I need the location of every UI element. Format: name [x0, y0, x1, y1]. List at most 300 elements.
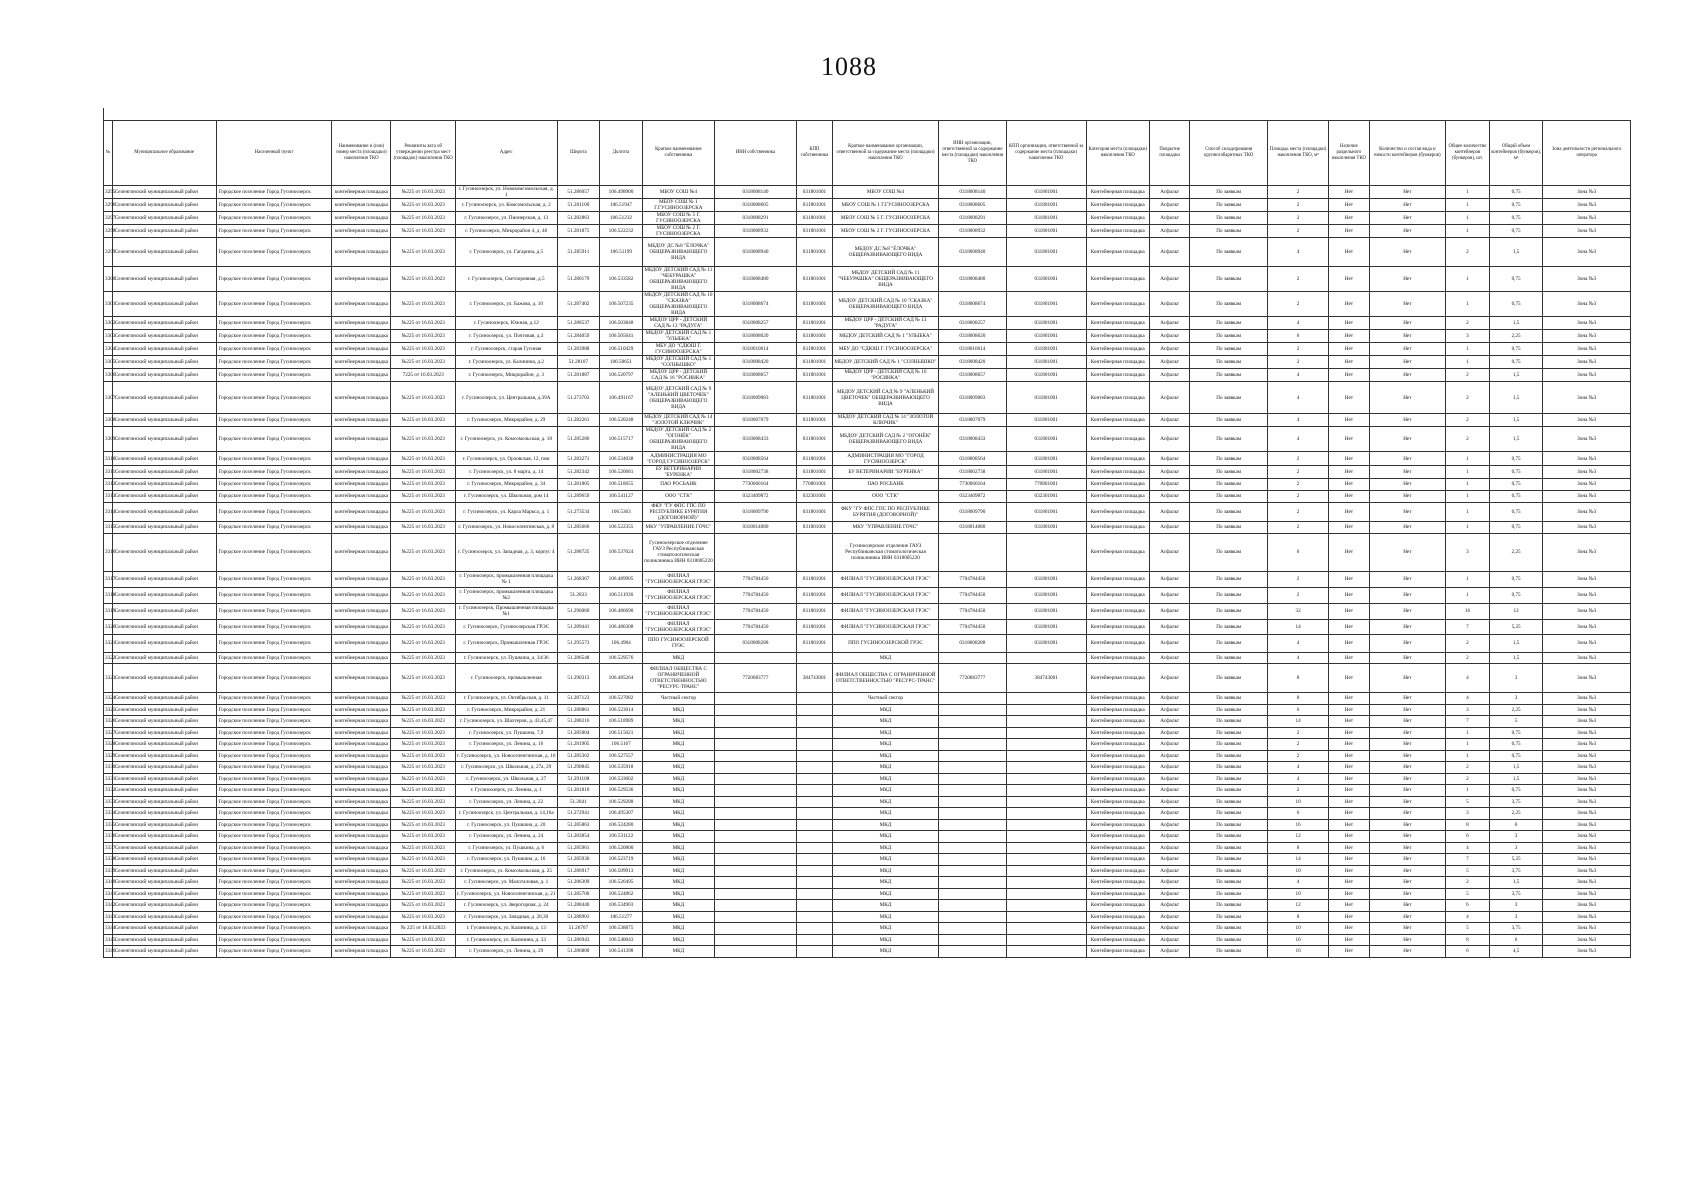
table-cell: г. Гусиноозерск, ул. Орловская, 12, пом — [455, 452, 557, 466]
table-cell: БУ ВЕТЕРИНАРИИ "БУРЕНКА" — [642, 466, 714, 479]
table-cell: №225 от 16.03.2023 — [391, 900, 455, 912]
table-cell: Селенгинский муниципальный район — [112, 693, 216, 705]
column-header: Наименование и (или) номер места (площадки) накопления ТКО — [332, 121, 391, 186]
table-cell: Зона №3 — [1543, 330, 1631, 343]
table-cell: Зона №3 — [1543, 479, 1631, 491]
table-cell: Зона №3 — [1543, 739, 1631, 751]
table-cell: 031801001 — [796, 634, 832, 652]
column-header: Реквизиты акта об утверждении реестра мест (площадок) накопления ТКО — [391, 121, 455, 186]
table-cell: Контейнерная площадка — [1086, 571, 1149, 587]
table-cell: 106.529576 — [600, 652, 643, 664]
table-row — [104, 267, 1631, 292]
table-cell: ФИЛИАЛ ОБЩЕСТВА С ОГРАНИЧЕННОЙ ОТВЕТСТВЕННОСТЬЮ "РЕСУРС-ТРАНС" — [832, 664, 938, 693]
column-header: Зона деятельности регионального оператора — [1543, 121, 1631, 186]
table-cell: 1 — [1446, 452, 1490, 466]
table-cell: 0,75 — [1489, 727, 1543, 739]
table-cell — [714, 762, 796, 774]
table-cell: Селенгинский муниципальный район — [112, 317, 216, 330]
table-cell: Контейнерная площадка — [1086, 773, 1149, 785]
table-cell: 031801001 — [796, 466, 832, 479]
row-number-cell: 3338 — [104, 854, 113, 866]
table-cell: Нет — [1369, 842, 1446, 854]
table-cell — [939, 888, 1007, 900]
table-cell: Селенгинский муниципальный район — [112, 466, 216, 479]
table-cell: МКУ "УПРАВЛЕНИЕ ГОЧС" — [832, 521, 938, 533]
table-cell: 031801001 — [1006, 587, 1086, 603]
table-row — [104, 603, 1631, 619]
table-cell: Селенгинский муниципальный район — [112, 762, 216, 774]
table-cell: Городское поселение Город Гусиноозерск — [216, 854, 332, 866]
column-header: Муниципальное образование — [112, 121, 216, 186]
table-cell: контейнерная площадка — [332, 634, 391, 652]
table-cell: 4 — [1267, 414, 1328, 427]
table-row — [104, 704, 1631, 716]
table-cell: 2 — [1267, 521, 1328, 533]
table-cell: 1 — [1446, 502, 1490, 521]
table-cell — [939, 693, 1007, 705]
table-cell: Нет — [1329, 762, 1369, 774]
table-cell: Селенгинский муниципальный район — [112, 267, 216, 292]
table-cell: МКД — [642, 934, 714, 946]
table-cell: Асфальт — [1149, 664, 1189, 693]
table-cell: Контейнерная площадка — [1086, 343, 1149, 356]
table-cell: МКД — [642, 773, 714, 785]
table-cell: Контейнерная площадка — [1086, 796, 1149, 808]
table-cell: Городское поселение Город Гусиноозерск — [216, 292, 332, 317]
table-cell: 51.288901 — [557, 911, 600, 923]
table-cell: 7704784450 — [714, 603, 796, 619]
table-cell: Городское поселение Город Гусиноозерск — [216, 693, 332, 705]
column-header: Количество и состав вида и емкости контейнеров (бункеров) — [1369, 121, 1446, 186]
table-cell: 106.491167 — [600, 382, 643, 414]
table-cell: МКД — [832, 796, 938, 808]
table-cell: контейнерная площадка — [332, 693, 391, 705]
table-cell: ФИЛИАЛ "ГУСИНООЗЕРСКАЯ ГРЭС" — [642, 587, 714, 603]
table-cell: 2 — [1267, 587, 1328, 603]
table-cell: 51.285666 — [557, 521, 600, 533]
table-cell: 6 — [1446, 900, 1490, 912]
table-cell: Асфальт — [1149, 739, 1189, 751]
table-cell — [796, 739, 832, 751]
table-cell: Нет — [1369, 212, 1446, 225]
table-cell — [714, 819, 796, 831]
table-cell: контейнерная площадка — [332, 238, 391, 267]
table-cell: Городское поселение Город Гусиноозерск — [216, 356, 332, 369]
row-number-cell: 3304 — [104, 343, 113, 356]
table-cell: г. Гусиноозерск, ул. Ленина, д. 24 — [455, 831, 557, 843]
table-cell: г. Гусиноозерск, ул. Ленина, д. 16 — [455, 739, 557, 751]
table-cell: МБДОУ ДЕТСКИЙ САД № 1 "СОЛНЫШКО" — [642, 356, 714, 369]
table-cell: 0318008140 — [714, 186, 796, 199]
table-cell: Асфальт — [1149, 716, 1189, 728]
table-cell: Городское поселение Город Гусиноозерск — [216, 619, 332, 634]
table-row — [104, 946, 1631, 958]
table-cell: МКУ "УПРАВЛЕНИЕ ГОЧС" — [642, 521, 714, 533]
table-cell: Нет — [1369, 652, 1446, 664]
table-cell: Селенгинский муниципальный район — [112, 842, 216, 854]
table-cell: контейнерная площадка — [332, 414, 391, 427]
table-row — [104, 739, 1631, 751]
table-cell: Контейнерная площадка — [1086, 603, 1149, 619]
table-cell: 2 — [1267, 785, 1328, 797]
table-cell: 384743001 — [796, 664, 832, 693]
table-cell — [796, 923, 832, 935]
table-cell: Контейнерная площадка — [1086, 704, 1149, 716]
table-row — [104, 762, 1631, 774]
table-cell: Нет — [1329, 225, 1369, 238]
table-cell: г. Гусиноозерск, промышленная — [455, 664, 557, 693]
table-cell: Нет — [1329, 773, 1369, 785]
table-cell: Нет — [1329, 330, 1369, 343]
table-row — [104, 587, 1631, 603]
column-header: Адрес — [455, 121, 557, 186]
table-cell: Нет — [1329, 292, 1369, 317]
table-cell: По заявкам — [1190, 343, 1268, 356]
table-cell: Зона №3 — [1543, 877, 1631, 889]
table-cell: Городское поселение Город Гусиноозерск — [216, 762, 332, 774]
table-cell: 0,75 — [1489, 502, 1543, 521]
table-cell: контейнерная площадка — [332, 739, 391, 751]
table-cell: Селенгинский муниципальный район — [112, 750, 216, 762]
table-cell: Контейнерная площадка — [1086, 877, 1149, 889]
table-cell — [939, 796, 1007, 808]
table-cell: №225 от 16.03.2023 — [391, 634, 455, 652]
table-row — [104, 330, 1631, 343]
table-cell — [796, 716, 832, 728]
table-cell: Зона №3 — [1543, 762, 1631, 774]
table-cell: 106.527082 — [600, 693, 643, 705]
column-header: ИНН собственника — [714, 121, 796, 186]
table-row — [104, 888, 1631, 900]
table-cell: 0318014080 — [714, 521, 796, 533]
table-cell — [714, 808, 796, 820]
table-cell: Городское поселение Город Гусиноозерск — [216, 427, 332, 452]
table-cell: 106.4984 — [600, 634, 643, 652]
table-cell: контейнерная площадка — [332, 521, 391, 533]
table-cell: контейнерная площадка — [332, 819, 391, 831]
table-cell — [714, 888, 796, 900]
table-cell: Нет — [1329, 704, 1369, 716]
table-cell: Контейнерная площадка — [1086, 267, 1149, 292]
table-cell: 031801001 — [1006, 634, 1086, 652]
table-cell: Контейнерная площадка — [1086, 356, 1149, 369]
table-cell: контейнерная площадка — [332, 292, 391, 317]
table-cell: г. Гусиноозерск, ул. Комсомольская, д. 2 — [455, 199, 557, 212]
table-cell: Нет — [1329, 587, 1369, 603]
table-cell: №225 от 16.03.2023 — [391, 664, 455, 693]
table-cell: 106.505641 — [600, 330, 643, 343]
table-cell: 1 — [1446, 199, 1490, 212]
table-cell: контейнерная площадка — [332, 199, 391, 212]
table-cell: 032301001 — [796, 490, 832, 502]
table-cell: МБОУ СОШ №4 — [832, 186, 938, 199]
table-cell: №225 от 16.03.2023 — [391, 865, 455, 877]
table-cell: Городское поселение Город Гусиноозерск — [216, 603, 332, 619]
table-cell — [796, 808, 832, 820]
table-cell: Зона №3 — [1543, 652, 1631, 664]
table-cell — [714, 652, 796, 664]
table-cell: 51.268367 — [557, 571, 600, 587]
table-cell: 51.284059 — [557, 330, 600, 343]
table-row — [104, 865, 1631, 877]
row-number-cell: 3308 — [104, 414, 113, 427]
table-cell: По заявкам — [1190, 664, 1268, 693]
table-cell: По заявкам — [1190, 796, 1268, 808]
table-cell: 2 — [1267, 466, 1328, 479]
table-cell: 0,75 — [1489, 225, 1543, 238]
table-cell: 106.520248 — [600, 414, 643, 427]
table-cell: Асфальт — [1149, 762, 1189, 774]
header-row — [104, 121, 1631, 186]
table-cell: №225 от 16.03.2023 — [391, 452, 455, 466]
table-cell: 1 — [1446, 521, 1490, 533]
table-cell: Нет — [1369, 603, 1446, 619]
table-cell: Селенгинский муниципальный район — [112, 212, 216, 225]
table-cell: 031801001 — [796, 343, 832, 356]
table-cell: МКД — [642, 739, 714, 751]
table-cell: 1 — [1446, 225, 1490, 238]
table-cell: Селенгинский муниципальный район — [112, 382, 216, 414]
table-cell: 0318008932 — [939, 225, 1007, 238]
table-cell: 51.282261 — [557, 414, 600, 427]
table-cell: 031801001 — [1006, 238, 1086, 267]
table-cell: Нет — [1329, 186, 1369, 199]
table-cell: 2 — [1267, 186, 1328, 199]
table-cell: 0318002738 — [714, 466, 796, 479]
table-cell: Селенгинский муниципальный район — [112, 452, 216, 466]
table-row — [104, 490, 1631, 502]
table-cell: г. Гусиноозерск, ул. Новокомсомольская, д. 1 — [455, 186, 557, 199]
table-cell: МКД — [832, 819, 938, 831]
table-cell: Селенгинский муниципальный район — [112, 727, 216, 739]
table-cell: Нет — [1369, 369, 1446, 382]
table-cell: 106.51277 — [600, 911, 643, 923]
table-cell — [796, 865, 832, 877]
table-cell: 0318008257 — [714, 317, 796, 330]
table-cell: Селенгинский муниципальный район — [112, 414, 216, 427]
table-cell: 106.489905 — [600, 571, 643, 587]
table-cell: Асфальт — [1149, 934, 1189, 946]
table-cell: Городское поселение Город Гусиноозерск — [216, 186, 332, 199]
table-cell: 031801001 — [1006, 356, 1086, 369]
table-cell: МКД — [642, 750, 714, 762]
table-cell: 106.526495 — [600, 877, 643, 889]
table-cell: 106.524280 — [600, 819, 643, 831]
table-cell: г. Гусиноозерск, Гусиноозерская ГРЭС — [455, 619, 557, 634]
table-cell: 7704784450 — [939, 603, 1007, 619]
table-cell: 51.288537 — [557, 317, 600, 330]
table-cell: Селенгинский муниципальный район — [112, 923, 216, 935]
table-row — [104, 427, 1631, 452]
table-cell: 3 — [1489, 911, 1543, 923]
table-cell: По заявкам — [1190, 831, 1268, 843]
row-number-cell: 3341 — [104, 888, 113, 900]
table-cell: 8 — [1446, 934, 1490, 946]
table-cell: г. Гусиноозерск, промышленная площадка №2 — [455, 587, 557, 603]
table-cell: Городское поселение Город Гусиноозерск — [216, 819, 332, 831]
table-cell: Асфальт — [1149, 186, 1189, 199]
table-cell: Городское поселение Город Гусиноозерск — [216, 199, 332, 212]
table-cell: Зона №3 — [1543, 865, 1631, 877]
table-cell: 51.285936 — [557, 854, 600, 866]
table-cell: Городское поселение Город Гусиноозерск — [216, 317, 332, 330]
table-cell: Селенгинский муниципальный район — [112, 854, 216, 866]
table-cell: №225 от 16.03.2023 — [391, 292, 455, 317]
table-cell: Селенгинский муниципальный район — [112, 652, 216, 664]
table-cell: Асфальт — [1149, 603, 1189, 619]
table-cell — [939, 750, 1007, 762]
table-cell: г. Гусиноозерск, ул. Пушкина, 7,9 — [455, 727, 557, 739]
table-cell: МКД — [642, 854, 714, 866]
table-cell: ФИЛИАЛ "ГУСИНООЗЕРСКАЯ ГРЭС" — [642, 603, 714, 619]
table-cell: 51.28107 — [557, 356, 600, 369]
column-header: Категория места (площадки) накопления ТКО — [1086, 121, 1149, 186]
table-cell: По заявкам — [1190, 739, 1268, 751]
table-cell: По заявкам — [1190, 292, 1268, 317]
table-cell: 3 — [1489, 900, 1543, 912]
table-row — [104, 212, 1631, 225]
table-cell: Нет — [1369, 502, 1446, 521]
table-cell: 12 — [1267, 831, 1328, 843]
table-cell: 51.288440 — [557, 900, 600, 912]
table-row — [104, 369, 1631, 382]
table-cell: 5 — [1446, 923, 1490, 935]
table-cell: МБДОУ ЦРР - ДЕТСКИЙ САД № 16 "РОСИНКА" — [642, 369, 714, 382]
table-cell: МКД — [832, 808, 938, 820]
table-cell — [796, 888, 832, 900]
table-cell: Селенгинский муниципальный район — [112, 571, 216, 587]
table-cell: 4 — [1267, 634, 1328, 652]
table-cell: Городское поселение Город Гусиноозерск — [216, 533, 332, 571]
table-cell: По заявкам — [1190, 652, 1268, 664]
table-cell: Городское поселение Город Гусиноозерск — [216, 571, 332, 587]
table-cell: 0,75 — [1489, 571, 1543, 587]
table-cell: Городское поселение Город Гусиноозерск — [216, 727, 332, 739]
table-cell: 4 — [1267, 652, 1328, 664]
table-cell: Асфальт — [1149, 356, 1189, 369]
table-cell: Контейнерная площадка — [1086, 427, 1149, 452]
table-cell: 1 — [1446, 727, 1490, 739]
table-cell: 7704784450 — [714, 587, 796, 603]
table-cell: Селенгинский муниципальный район — [112, 490, 216, 502]
table-cell: 031801001 — [796, 317, 832, 330]
table-cell: Асфальт — [1149, 466, 1189, 479]
table-cell: 5 — [1489, 716, 1543, 728]
table-cell: 4 — [1446, 664, 1490, 693]
table-cell: 0318008480 — [939, 267, 1007, 292]
table-cell: г. Гусиноозерск, Микрорайон, д. 21 — [455, 704, 557, 716]
table-cell: 2 — [1446, 634, 1490, 652]
table-cell: Селенгинский муниципальный район — [112, 356, 216, 369]
table-row — [104, 634, 1631, 652]
table-cell: Асфальт — [1149, 652, 1189, 664]
table-cell: МБОУ СОШ № 1 Г.ГУСИНООЗЕРСКА — [642, 199, 714, 212]
table-cell: Селенгинский муниципальный район — [112, 739, 216, 751]
table-cell: По заявкам — [1190, 634, 1268, 652]
table-cell: ФИЛИАЛ "ГУСИНООЗЕРСКАЯ ГРЭС" — [642, 571, 714, 587]
table-cell: 106.498900 — [600, 186, 643, 199]
table-cell: По заявкам — [1190, 267, 1268, 292]
table-cell: г. Гусиноозерск, ул. Ленина, д. 1 — [455, 785, 557, 797]
table-cell: 1 — [1446, 292, 1490, 317]
table-cell: Нет — [1329, 716, 1369, 728]
column-header: Способ складирования крупногабаритных ТКО — [1190, 121, 1268, 186]
table-cell: 770801001 — [796, 479, 832, 491]
table-cell: 0318009790 — [939, 502, 1007, 521]
table-cell: 0318008620 — [939, 330, 1007, 343]
table-cell: Асфальт — [1149, 225, 1189, 238]
table-row — [104, 619, 1631, 634]
table-cell: Нет — [1329, 727, 1369, 739]
table-cell: 51.26707 — [557, 923, 600, 935]
table-cell: контейнерная площадка — [332, 727, 391, 739]
table-cell: 031801001 — [796, 571, 832, 587]
table-cell: 0,75 — [1489, 356, 1543, 369]
table-cell: Нет — [1369, 704, 1446, 716]
table-cell: 4 — [1267, 877, 1328, 889]
column-header: Краткое наименование собственника — [642, 121, 714, 186]
table-cell: 2 — [1267, 225, 1328, 238]
table-cell: 1,5 — [1489, 369, 1543, 382]
table-cell: МБДОУ ДС №8 "ЁЛОЧКА" ОБЩЕРАЗВИВАЮЩЕГО ВИДА — [832, 238, 938, 267]
table-cell: Зона №3 — [1543, 369, 1631, 382]
row-number-cell: 3305 — [104, 356, 113, 369]
table-cell: г. Гусиноозерск, Микрорайон, д. 29 — [455, 414, 557, 427]
row-number-cell: 3311 — [104, 466, 113, 479]
table-cell: 1,5 — [1489, 317, 1543, 330]
table-cell — [1006, 934, 1086, 946]
table-cell: Контейнерная площадка — [1086, 819, 1149, 831]
table-cell: Нет — [1369, 796, 1446, 808]
table-cell: Нет — [1369, 382, 1446, 414]
table-cell: Асфальт — [1149, 727, 1189, 739]
table-cell: контейнерная площадка — [332, 212, 391, 225]
row-number-cell: 3297 — [104, 212, 113, 225]
table-cell: 106.535918 — [600, 762, 643, 774]
table-cell: Контейнерная площадка — [1086, 225, 1149, 238]
table-cell: Нет — [1369, 900, 1446, 912]
table-cell: №225 от 16.03.2023 — [391, 842, 455, 854]
table-cell: 031801001 — [1006, 343, 1086, 356]
table-cell: 7704784450 — [714, 619, 796, 634]
table-cell: 51.286917 — [557, 865, 600, 877]
row-number-cell: 3321 — [104, 634, 113, 652]
table-cell: По заявкам — [1190, 238, 1268, 267]
table-cell: МКД — [642, 900, 714, 912]
table-cell: 031801001 — [796, 199, 832, 212]
table-cell: Асфальт — [1149, 750, 1189, 762]
table-cell: МКД — [832, 773, 938, 785]
table-cell: ПАО РОСБАНК — [642, 479, 714, 491]
table-cell: 031801001 — [1006, 225, 1086, 238]
row-number-cell: 3323 — [104, 664, 113, 693]
table-cell — [714, 533, 796, 571]
table-cell: 0,75 — [1489, 212, 1543, 225]
table-cell — [1006, 762, 1086, 774]
table-cell: Нет — [1369, 479, 1446, 491]
table-cell: Нет — [1369, 750, 1446, 762]
table-cell: Городское поселение Город Гусиноозерск — [216, 900, 332, 912]
table-cell: По заявкам — [1190, 414, 1268, 427]
table-cell: 2 — [1267, 452, 1328, 466]
row-number-cell: 3320 — [104, 619, 113, 634]
table-cell: МБОУ СОШ № 5 Г. ГУСИНООЗЕРСКА — [642, 212, 714, 225]
table-cell: 106.534903 — [600, 900, 643, 912]
table-cell: контейнерная площадка — [332, 317, 391, 330]
table-row — [104, 716, 1631, 728]
table-cell: По заявкам — [1190, 877, 1268, 889]
table-cell: Городское поселение Город Гусиноозерск — [216, 343, 332, 356]
